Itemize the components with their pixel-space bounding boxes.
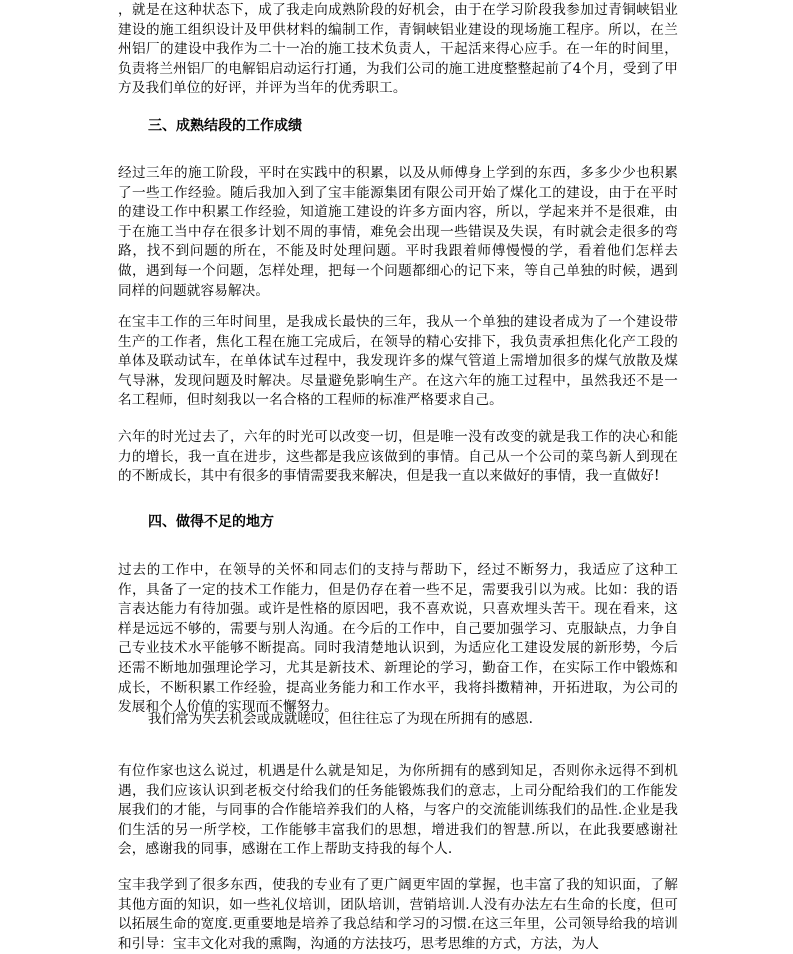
section-heading-4: 四、做得不足的地方 bbox=[148, 514, 274, 530]
paragraph-6: 我们常为失去机会或成就嗟叹，但往往忘了为现在所拥有的感恩. bbox=[148, 711, 533, 727]
paragraph-8: 宝丰我学到了很多东西，使我的专业有了更广阔更牢固的掌握，也丰富了我的知识面，了解其他方面的知识，如一些礼仪培训，团队培训，营销培训.人没有办法左右生命的长度，但可以拓展生命的宽度.更重要地是培养了我总结和学习的习惯.在这三年里，公司领导给我的培训和引导：宝丰文化对我的熏陶，沟通的方法技巧，思考思维的方式，方法，为人 bbox=[118, 877, 678, 952]
paragraph-5: 过去的工作中，在领导的关怀和同志们的支持与帮助下，经过不断努力，我适应了这种工作，具备了一定的技术工作能力，但是仍存在着一些不足，需要我引以为戒。比如：我的语言表达能力有待加强。或许是性格的原因吧，我不喜欢说，只喜欢埋头苦干。现在看来，这样是远远不够的，需要与别人沟通。在今后的工作中，自己要加强学习、克服缺点，力争自己专业技术水平能够不断提高。同时我清楚地认识到，为适应化工建设发展的新形势，今后还需不断地加强理论学习，尤其是新技术、新理论的学习，勤奋工作，在实际工作中锻炼和成长，不断积累工作经验，提高业务能力和工作水平，我将抖擞精神，开拓进取，为公司的发展和个人价值的实现而不懈努力。 bbox=[118, 562, 678, 716]
paragraph-4: 六年的时光过去了，六年的时光可以改变一切，但是唯一没有改变的就是我工作的决心和能力的增长，我一直在进步，这些都是我应该做到的事情。自己从一个公司的菜鸟新人到现在的不断成长，其中有很多的事情需要我来解决，但是我一直以来做好的事情，我一直做好! bbox=[118, 429, 678, 485]
paragraph-7: 有位作家也这么说过，机遇是什么就是知足，为你所拥有的感到知足，否则你永远得不到机遇，我们应该认识到老板交付给我们的任务能锻炼我们的意志，上司分配给我们的工作能发展我们的才能，与同事的合作能培养我们的人格，与客户的交流能训练我们的品性.企业是我们生活的另一所学校，工作能够丰富我们的思想，增进我们的智慧.所以，在此我要感谢社会，感谢我的同事，感谢在工作上帮助支持我的每个人. bbox=[118, 763, 678, 858]
section-heading-3: 三、成熟结段的工作成绩 bbox=[148, 118, 302, 134]
paragraph-2: 经过三年的施工阶段，平时在实践中的积累，以及从师傅身上学到的东西，多多少少也积累了一些工作经验。随后我加入到了宝丰能源集团有限公司开始了煤化工的建设，由于在平时的建设工作中积累工作经验，知道施工建设的许多方面内容，所以，学起来并不是很难，由于在施工当中存在很多计划不周的事情，难免会出现一些错误及失误，有时就会走很多的弯路，找不到问题的所在，不能及时处理问题。平时我跟着师傅慢慢的学，看着他们怎样去做，遇到每一个问题，怎样处理，把每一个问题都细心的记下来，等自己单独的时候，遇到同样的问题就容易解决。 bbox=[118, 165, 678, 299]
paragraph-3: 在宝丰工作的三年时间里，是我成长最快的三年，我从一个单独的建设者成为了一个建设带生产的工作者，焦化工程在施工完成后，在领导的精心安排下，我负责承担焦化化产工段的单体及联动试车，在单体试车过程中，我发现许多的煤气管道上需增加很多的煤气放散及煤气导淋，发现问题及时解决。尽量避免影响生产。在这六年的施工过程中，虽然我还不是一名工程师，但时刻我以一名合格的工程师的标准严格要求自己。 bbox=[118, 314, 678, 409]
paragraph-1: ，就是在这种状态下，成了我走向成熟阶段的好机会，由于在学习阶段我参加过青铜峡铝业建设的施工组织设计及甲供材料的编制工作，青铜峡铝业建设的现场施工程序。所以，在兰州铝厂的建设中我作为二十一冶的施工技术负责人，干起活来得心应手。在一年的时间里，负责将兰州铝厂的电解铝启动运行打通，为我们公司的施工进度整整起前了4个月，受到了甲方及我们单位的好评，并评为当年的优秀职工。 bbox=[118, 2, 678, 97]
